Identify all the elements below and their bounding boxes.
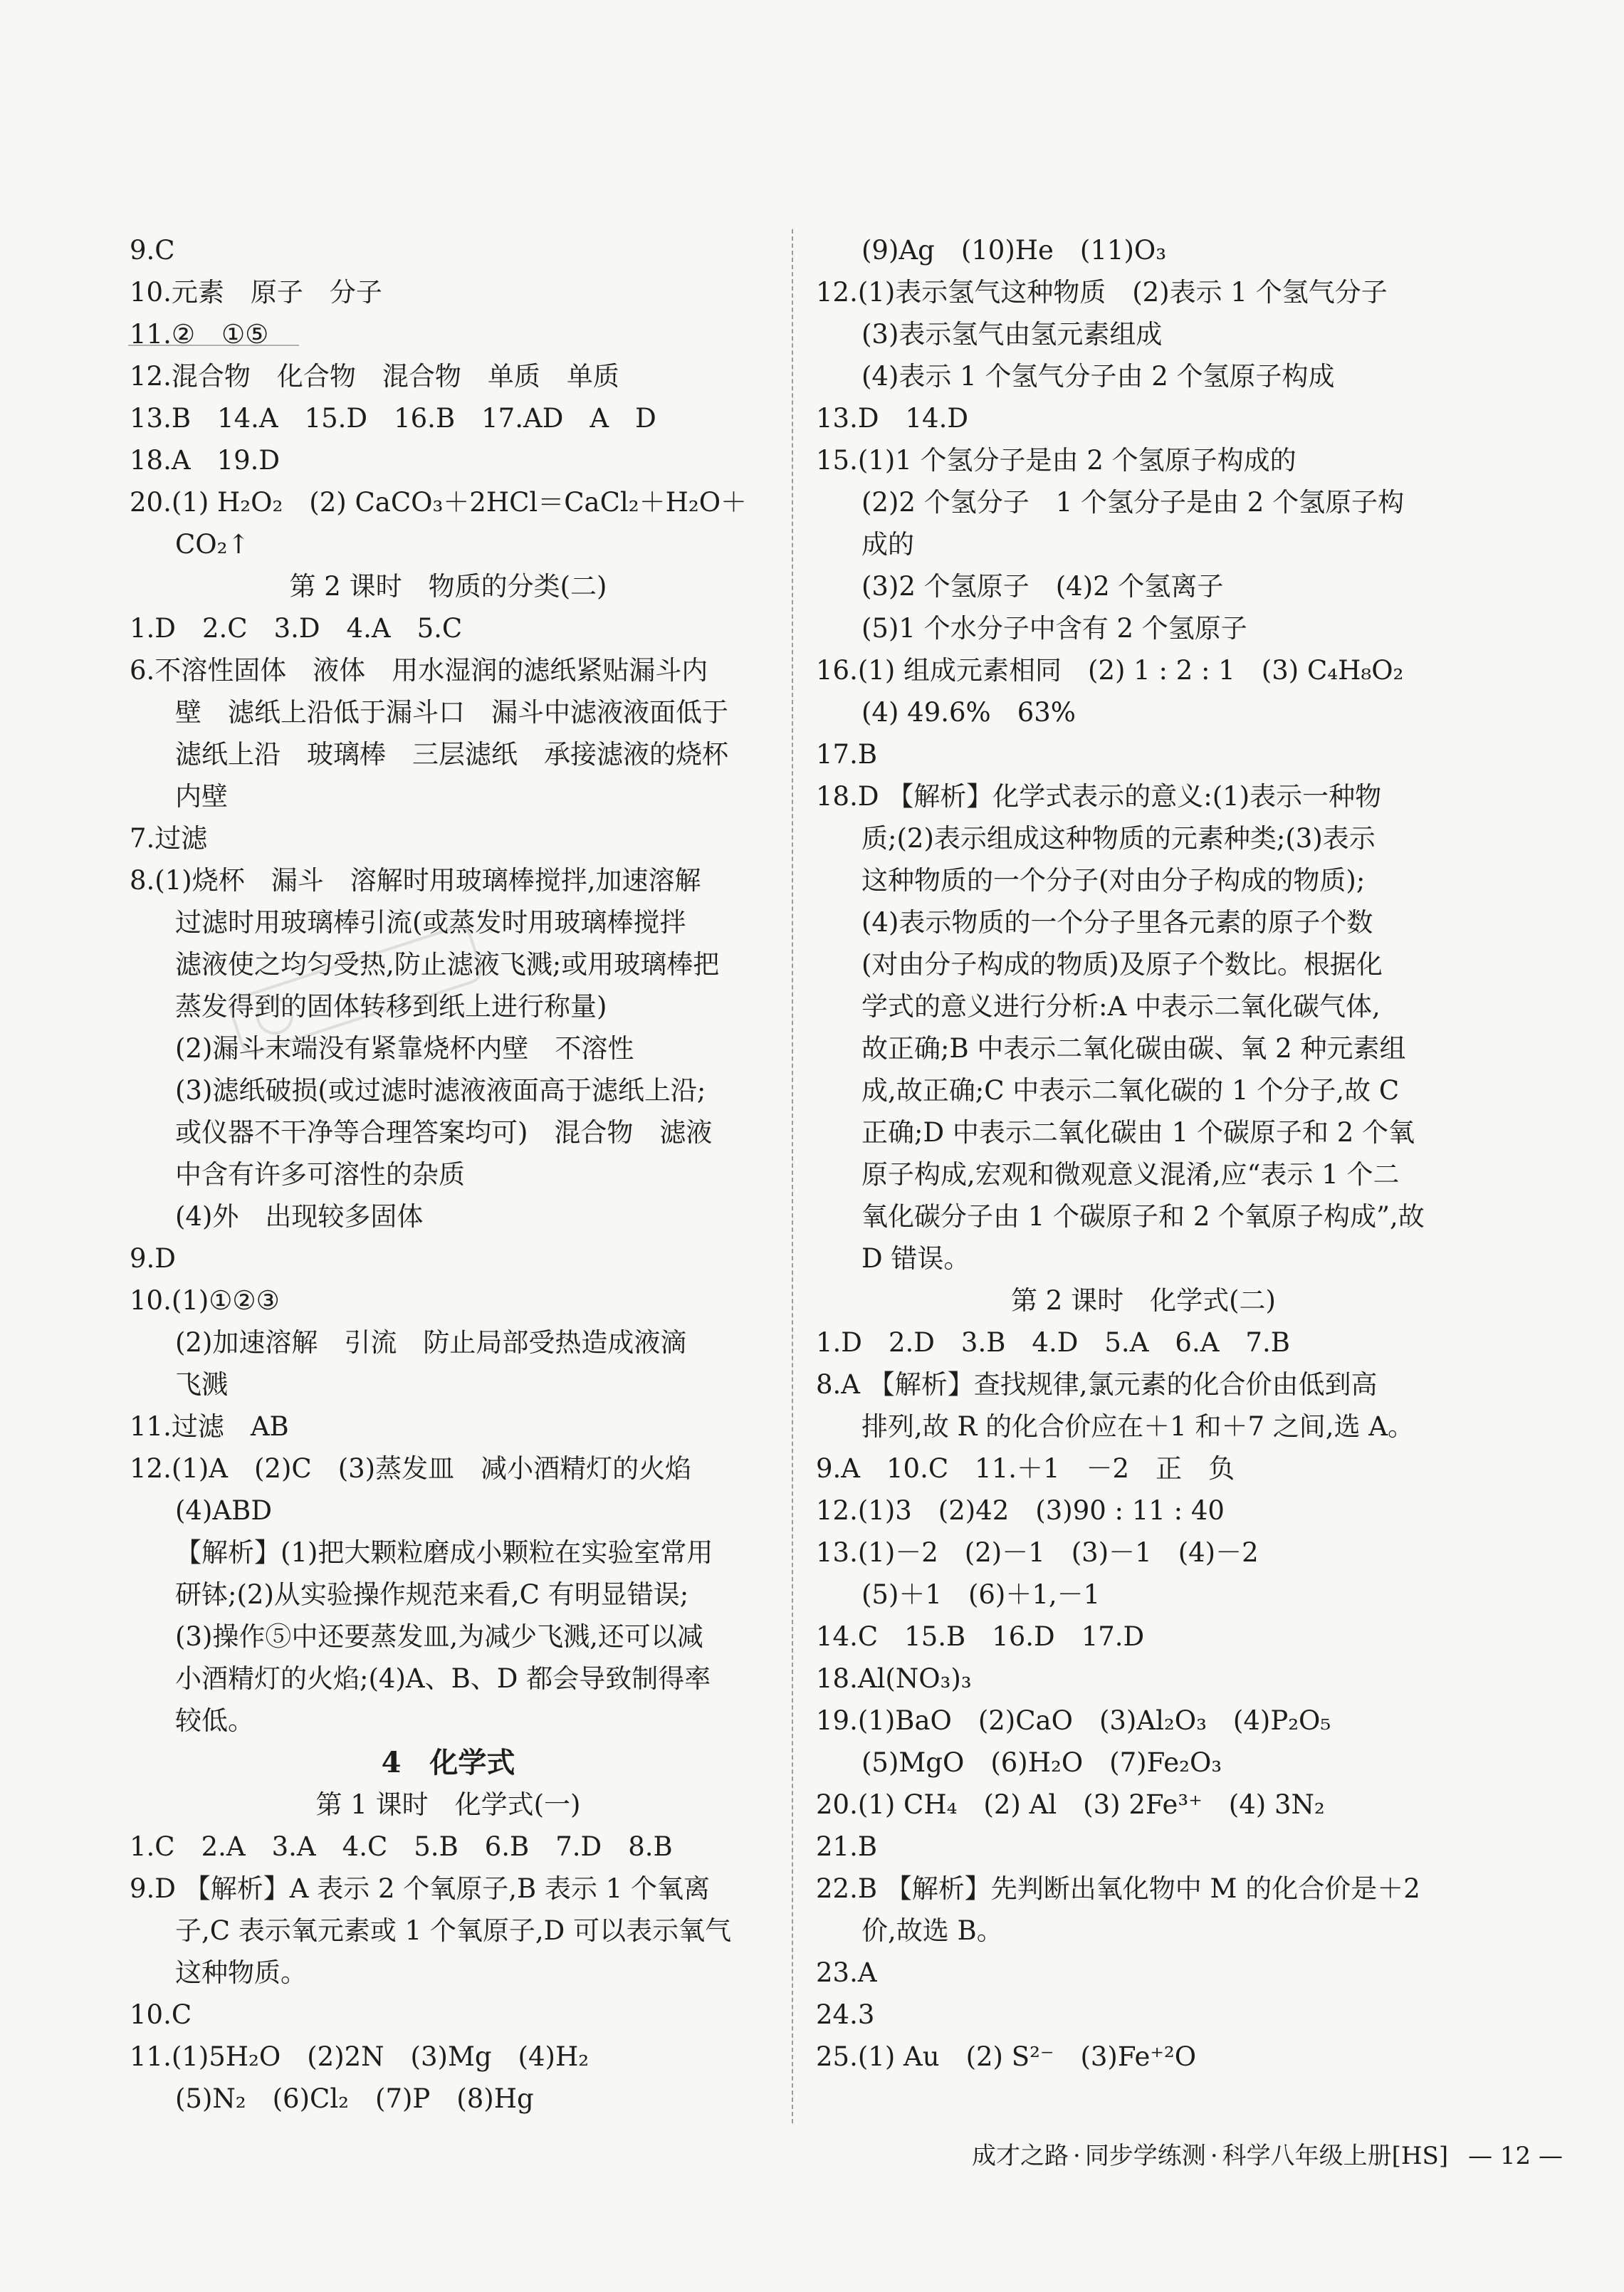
answer-line: 12.混合物 化合物 混合物 单质 单质: [130, 361, 619, 392]
answer-line: (3)2 个氢原子 (4)2 个氢离子: [861, 571, 1224, 602]
answer-line: (2)漏斗末端没有紧靠烧杯内壁 不溶性: [175, 1033, 634, 1064]
answer-line: 14.C 15.B 16.D 17.D: [816, 1621, 1145, 1652]
answer-line: 11.② ①⑤: [130, 319, 269, 350]
section-heading: 第 2 课时 化学式(二): [1011, 1285, 1276, 1316]
answer-line: 壁 滤纸上沿低于漏斗口 漏斗中滤液液面低于: [175, 697, 728, 728]
answer-line: 13.(1)－2 (2)－1 (3)－1 (4)－2: [816, 1537, 1259, 1568]
answer-line: (4) 49.6% 63%: [861, 697, 1076, 728]
answer-line: 11.过滤 AB: [130, 1411, 289, 1442]
answer-line: 或仪器不干净等合理答案均可) 混合物 滤液: [175, 1117, 713, 1148]
answer-line: 子,C 表示氧元素或 1 个氧原子,D 可以表示氧气: [175, 1915, 732, 1946]
answer-line: 9.C: [130, 235, 175, 266]
answer-line: 9.D: [130, 1243, 176, 1274]
answer-line: (5)N₂ (6)Cl₂ (7)P (8)Hg: [175, 2083, 534, 2114]
left-column: [130, 229, 767, 2120]
answer-line: 15.(1)1 个氢分子是由 2 个氢原子构成的: [816, 445, 1296, 476]
answer-line: (5)1 个水分子中含有 2 个氢原子: [861, 613, 1247, 644]
footer-book-title: 成才之路: [972, 2142, 1069, 2170]
answer-line: 11.(1)5H₂O (2)2N (3)Mg (4)H₂: [130, 2041, 590, 2072]
answer-line: 质;(2)表示组成这种物质的元素种类;(3)表示: [861, 823, 1376, 854]
answer-line: 20.(1) H₂O₂ (2) CaCO₃＋2HCl＝CaCl₂＋H₂O＋: [130, 487, 748, 518]
answer-line: (9)Ag (10)He (11)O₃: [861, 235, 1167, 266]
column-divider: [792, 229, 793, 2123]
section-heading: 4 化学式: [381, 1746, 515, 1779]
answer-line: 这种物质的一个分子(对由分子构成的物质);: [861, 865, 1366, 896]
answer-line: 16.(1) 组成元素相同 (2) 1 : 2 : 1 (3) C₄H₈O₂: [816, 655, 1404, 686]
answer-line: 滤液使之均匀受热,防止滤液飞溅;或用玻璃棒把: [175, 949, 720, 980]
answer-line: 小酒精灯的火焰;(4)A、B、D 都会导致制得率: [175, 1663, 711, 1694]
answer-line: D 错误。: [861, 1243, 970, 1274]
answer-line: 20.(1) CH₄ (2) Al (3) 2Fe³⁺ (4) 3N₂: [816, 1789, 1325, 1820]
answer-line: (4)表示 1 个氢气分子由 2 个氢原子构成: [861, 361, 1335, 392]
answer-line: 6.不溶性固体 液体 用水湿润的滤纸紧贴漏斗内: [130, 655, 708, 686]
answer-line: CO₂↑: [175, 529, 250, 560]
answer-line: (4)ABD: [175, 1495, 272, 1526]
answer-line: 内壁: [175, 781, 228, 812]
answer-line: 学式的意义进行分析:A 中表示二氧化碳气体,: [861, 991, 1381, 1022]
answer-line: 17.B: [816, 739, 878, 770]
answer-line: (4)外 出现较多固体: [175, 1201, 424, 1232]
answer-line: 较低。: [175, 1705, 254, 1736]
answer-line: 13.D 14.D: [816, 403, 969, 434]
footer-separator: ·: [1210, 2142, 1218, 2170]
answer-line: 22.B 【解析】先判断出氧化物中 M 的化合价是＋2: [816, 1873, 1420, 1904]
footer-subject: 科学八年级上册[HS]: [1222, 2142, 1449, 2170]
answer-line: (对由分子构成的物质)及原子个数比。根据化: [861, 949, 1383, 980]
answer-line: 9.A 10.C 11.＋1 －2 正 负: [816, 1453, 1235, 1484]
answer-line: (2)加速溶解 引流 防止局部受热造成液滴: [175, 1327, 687, 1358]
answer-line: 成的: [861, 529, 914, 560]
answer-line: 排列,故 R 的化合价应在＋1 和＋7 之间,选 A。: [861, 1411, 1414, 1442]
answer-line: 1.D 2.D 3.B 4.D 5.A 6.A 7.B: [816, 1327, 1290, 1358]
answer-line: 25.(1) Au (2) S²⁻ (3)Fe⁺²O: [816, 2041, 1197, 2072]
answer-line: 过滤时用玻璃棒引流(或蒸发时用玻璃棒搅拌: [175, 907, 686, 938]
right-column: [816, 229, 1471, 2078]
answer-line: 飞溅: [175, 1369, 228, 1400]
answer-line: 中含有许多可溶性的杂质: [175, 1159, 465, 1190]
answer-line: 1.D 2.C 3.D 4.A 5.C: [130, 613, 463, 644]
footer-series: 同步学练测: [1084, 2142, 1206, 2170]
answer-line: 8.A 【解析】查找规律,氯元素的化合价由低到高: [816, 1369, 1378, 1400]
section-heading: 第 1 课时 化学式(一): [315, 1789, 581, 1820]
answer-line: 18.A 19.D: [130, 445, 281, 476]
answer-line: (5)MgO (6)H₂O (7)Fe₂O₃: [861, 1747, 1222, 1778]
answer-line: 23.A: [816, 1957, 877, 1988]
answer-line: 12.(1)A (2)C (3)蒸发皿 减小酒精灯的火焰: [130, 1453, 692, 1484]
answer-line: 12.(1)表示氢气这种物质 (2)表示 1 个氢气分子: [816, 277, 1388, 308]
answer-line: 滤纸上沿 玻璃棒 三层滤纸 承接滤液的烧杯: [175, 739, 728, 770]
answer-line: 24.3: [816, 1999, 875, 2030]
answer-line: 18.D 【解析】化学式表示的意义:(1)表示一种物: [816, 781, 1382, 812]
answer-line: 氧化碳分子由 1 个碳原子和 2 个氧原子构成”,故: [861, 1201, 1425, 1232]
answer-line: 12.(1)3 (2)42 (3)90 : 11 : 40: [816, 1495, 1225, 1526]
answer-line: 价,故选 B。: [861, 1915, 1003, 1946]
answer-line: 【解析】(1)把大颗粒磨成小颗粒在实验室常用: [175, 1537, 713, 1568]
answer-line: 1.C 2.A 3.A 4.C 5.B 6.B 7.D 8.B: [130, 1831, 673, 1862]
answer-line: 10.(1)①②③: [130, 1285, 280, 1316]
answer-line: 18.Al(NO₃)₃: [816, 1663, 972, 1694]
answer-line: 这种物质。: [175, 1957, 307, 1988]
answer-line: 9.D 【解析】A 表示 2 个氧原子,B 表示 1 个氧离: [130, 1873, 711, 1904]
answer-line: (4)表示物质的一个分子里各元素的原子个数: [861, 907, 1373, 938]
answer-line: 7.过滤: [130, 823, 208, 854]
answer-line: 10.元素 原子 分子: [130, 277, 382, 308]
answer-line: 19.(1)BaO (2)CaO (3)Al₂O₃ (4)P₂O₅: [816, 1705, 1331, 1736]
footer-separator: ·: [1073, 2142, 1081, 2170]
answer-line: (3)操作⑤中还要蒸发皿,为减少飞溅,还可以减: [175, 1621, 703, 1652]
answer-line: (3)表示氢气由氢元素组成: [861, 319, 1163, 350]
answer-line: 原子构成,宏观和微观意义混淆,应“表示 1 个二: [861, 1159, 1400, 1190]
answer-line: 8.(1)烧杯 漏斗 溶解时用玻璃棒搅拌,加速溶解: [130, 865, 701, 896]
answer-line: 13.B 14.A 15.D 16.B 17.AD A D: [130, 403, 656, 434]
answer-line: (3)滤纸破损(或过滤时滤液液面高于滤纸上沿;: [175, 1075, 706, 1106]
answer-line: 研钵;(2)从实验操作规范来看,C 有明显错误;: [175, 1579, 689, 1610]
page-number: — 12 —: [1468, 2142, 1563, 2170]
answer-line: 故正确;B 中表示二氧化碳由碳、氧 2 种元素组: [861, 1033, 1406, 1064]
answer-line: 蒸发得到的固体转移到纸上进行称量): [175, 991, 607, 1022]
answer-line: 10.C: [130, 1999, 192, 2030]
answer-line: (5)＋1 (6)＋1,－1: [861, 1579, 1101, 1610]
answer-line: 成,故正确;C 中表示二氧化碳的 1 个分子,故 C: [861, 1075, 1400, 1106]
answer-line: (2)2 个氢分子 1 个氢分子是由 2 个氢原子构: [861, 487, 1405, 518]
answer-line: 21.B: [816, 1831, 878, 1862]
page-footer: [972, 2138, 1563, 2174]
answer-line: 正确;D 中表示二氧化碳由 1 个碳原子和 2 个氧: [861, 1117, 1415, 1148]
section-heading: 第 2 课时 物质的分类(二): [289, 571, 607, 602]
